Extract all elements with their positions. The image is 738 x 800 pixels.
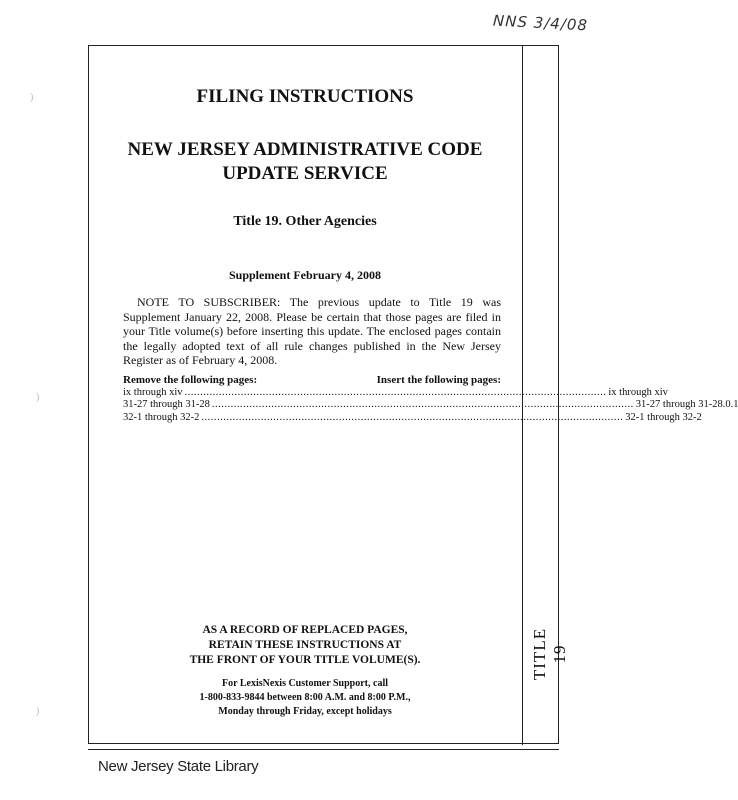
remove-pages: 31-27 through 31-28 (123, 399, 210, 410)
remove-header: Remove the following pages: (123, 374, 258, 386)
library-stamp: New Jersey State Library (98, 758, 259, 775)
insert-pages: 32-1 through 32-2 (625, 411, 702, 423)
table-row (123, 386, 668, 400)
support-line: Monday through Friday, except holidays (218, 706, 392, 717)
table-row (123, 399, 738, 412)
margin-mark: ) (30, 92, 34, 103)
margin-mark: ) (36, 706, 40, 717)
record-line: THE FRONT OF YOUR TITLE VOLUME(S). (189, 654, 421, 666)
code-title (88, 138, 522, 186)
insert-pages: ix through xiv (608, 386, 668, 398)
title-name: Title 19. Other Agencies (233, 214, 377, 229)
remove-pages: 32-1 through 32-2 (123, 411, 200, 423)
frame-bottom-rule (88, 749, 559, 750)
page-replacement-table (123, 374, 738, 424)
supplement-date: Supplement February 4, 2008 (228, 268, 381, 282)
table-row (123, 411, 702, 425)
code-title-line: UPDATE SERVICE (222, 163, 388, 184)
margin-mark: ) (36, 392, 40, 403)
table-header (123, 374, 501, 387)
code-title-line: NEW JERSEY ADMINISTRATIVE CODE (127, 139, 483, 160)
note-to-subscriber: NOTE TO SUBSCRIBER: The previous update to Title 19 was Supplement January 22, 2008. Please be certain that those pages are filed in your Title volume(s) before inserting this update. The enclosed pages contain the legally adopted text of all rule changes published in the New Jersey Register as of February 4, 2008. (123, 295, 501, 367)
record-notice (88, 623, 522, 668)
insert-pages: 31-27 through 31-28.0.1 (635, 399, 738, 410)
leader-dots: ....................................................................................................................................... (201, 411, 624, 423)
handwritten-initials-date: NNS 3/4/08 (492, 11, 589, 35)
insert-header: Insert the following pages: (376, 374, 501, 386)
leader-dots: ....................................................................................................................................... (184, 386, 607, 398)
record-line: AS A RECORD OF REPLACED PAGES, (202, 624, 408, 636)
record-line: RETAIN THESE INSTRUCTIONS AT (208, 639, 402, 651)
remove-pages: ix through xiv (123, 386, 183, 398)
title-tab-label: TITLE 19 (530, 627, 569, 681)
support-line: For LexisNexis Customer Support, call (221, 678, 388, 689)
page-heading: FILING INSTRUCTIONS (196, 86, 414, 107)
customer-support (88, 677, 522, 719)
leader-dots: ....................................................................................................................................... (211, 399, 634, 410)
support-line: 1-800-833-9844 between 8:00 A.M. and 8:00 P.M., (199, 692, 411, 703)
